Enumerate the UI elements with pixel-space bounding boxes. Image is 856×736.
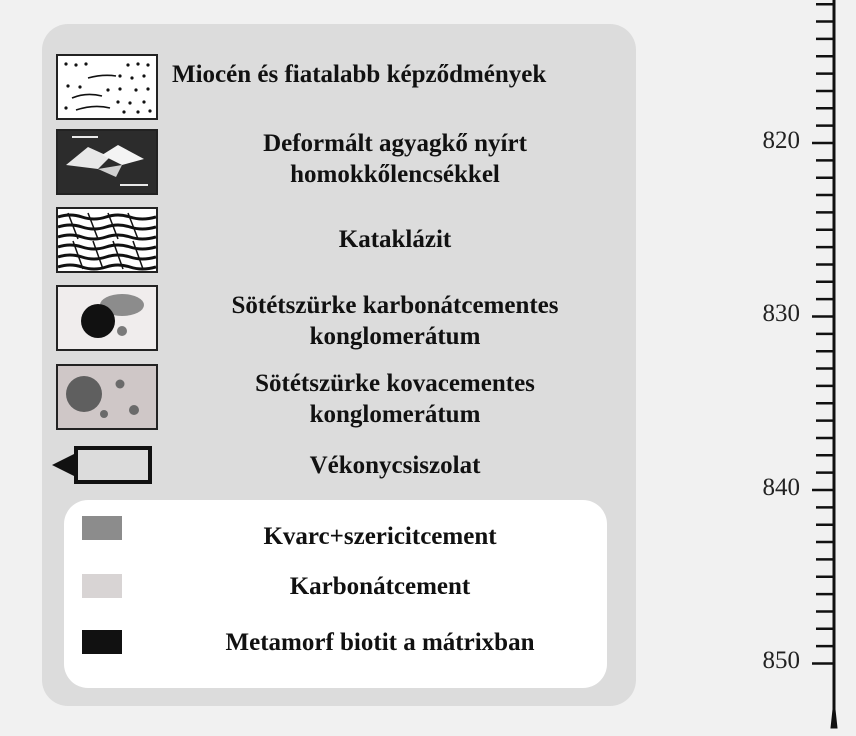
- depth-label-830: 830: [762, 300, 800, 327]
- swatch-label-carbonate: Karbonátcement: [289, 573, 471, 600]
- dotted-sediment-pattern-icon: [56, 54, 158, 120]
- silica-conglomerate-pattern-icon: [56, 364, 158, 430]
- legend-label-carbonate-conglomerate: Sötétszürke karbonátcementes konglomerátum: [231, 292, 559, 350]
- depth-scale: [700, 0, 856, 736]
- legend-label-miocene: Miocén és fiatalabb képződmények: [172, 61, 547, 88]
- depth-label-850: 850: [762, 647, 800, 674]
- swatch-metamorphic-biotite: [82, 630, 122, 654]
- swatch-carbonate: [82, 574, 122, 598]
- legend-label-deformed-claystone: Deformált agyagkő nyírt homokkőlencsékkel: [263, 130, 527, 188]
- thin-section-marker-icon: [48, 444, 156, 486]
- legend-label-thin-section: Vékonycsiszolat: [309, 452, 481, 479]
- swatch-quartz-sericite: [82, 516, 122, 540]
- swatch-label-metamorphic-biotite: Metamorf biotit a mátrixban: [225, 629, 535, 656]
- swatch-label-quartz-sericite: Kvarc+szericitcement: [263, 523, 497, 550]
- cataclasite-pattern-icon: [56, 207, 158, 273]
- scale-axis-end: [831, 700, 837, 728]
- deformed-claystone-pattern-icon: [56, 129, 158, 195]
- legend-label-cataclasite: Kataklázit: [338, 226, 452, 253]
- depth-label-820: 820: [762, 127, 800, 154]
- legend-label-silica-conglomerate: Sötétszürke kovacementes konglomerátum: [255, 370, 535, 428]
- depth-label-840: 840: [762, 474, 800, 501]
- carbonate-conglomerate-pattern-icon: [56, 285, 158, 351]
